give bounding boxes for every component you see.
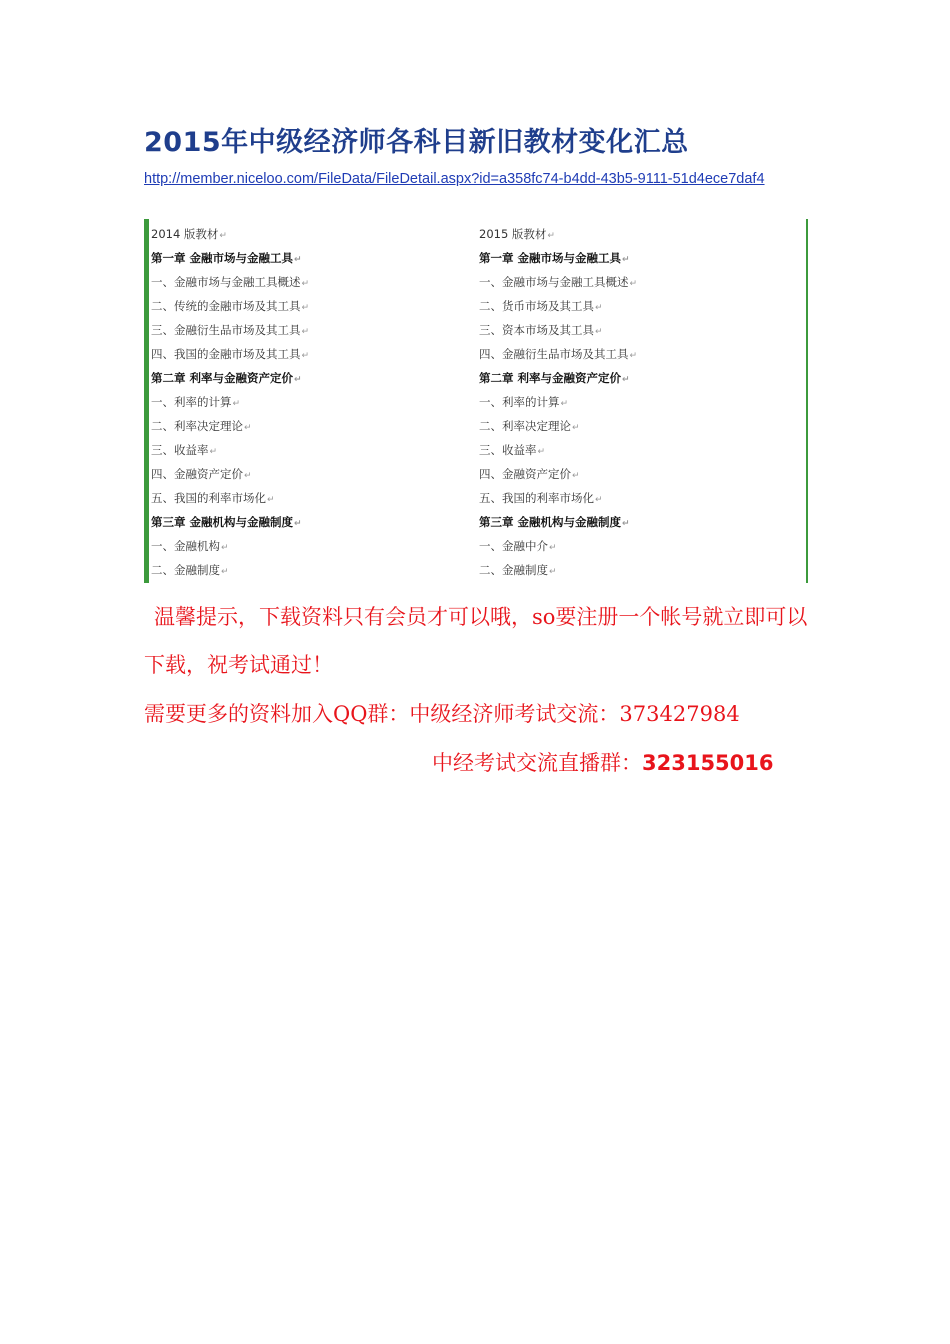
outline-item <box>479 462 637 486</box>
outline-text: 五、我国的利率市场化 <box>479 491 594 505</box>
outline-text: 一、金融市场与金融工具概述 <box>479 275 629 289</box>
outline-item <box>479 390 637 414</box>
outline-text: 一、金融市场与金融工具概述 <box>151 275 301 289</box>
chapter-heading <box>151 246 309 270</box>
textbook-2014-column <box>151 219 309 582</box>
outline-item <box>151 462 309 486</box>
textbook-2015-column <box>479 219 637 582</box>
paragraph-mark-icon: ↵ <box>595 327 603 337</box>
outline-item <box>479 318 637 342</box>
paragraph-mark-icon: ↵ <box>572 423 580 433</box>
outline-item <box>479 294 637 318</box>
paragraph-mark-icon: ↵ <box>572 471 580 481</box>
outline-item <box>479 534 637 558</box>
outline-text: 二、货币市场及其工具 <box>479 299 594 313</box>
qq-group-line: 需要更多的资料加入QQ群：中级经济师考试交流：373427984 <box>144 702 740 726</box>
textbook-comparison-image <box>144 219 808 583</box>
paragraph-mark-icon: ↵ <box>267 495 275 505</box>
outline-text: 五、我国的利率市场化 <box>151 491 266 505</box>
outline-text: 二、金融制度 <box>479 563 548 577</box>
outline-text: 二、传统的金融市场及其工具 <box>151 299 301 313</box>
outline-text: 四、我国的金融市场及其工具 <box>151 347 301 361</box>
paragraph-mark-icon: ↵ <box>209 447 218 457</box>
outline-item <box>479 414 637 438</box>
outline-text: 第三章 金融机构与金融制度 <box>151 515 294 529</box>
outline-item <box>151 342 309 366</box>
outline-text: 2015 版教材 <box>479 227 547 241</box>
paragraph-mark-icon: ↵ <box>294 375 302 385</box>
outline-item <box>151 294 309 318</box>
paragraph-mark-icon: ↵ <box>547 231 555 241</box>
paragraph-mark-icon: ↵ <box>629 351 638 361</box>
outline-item <box>151 486 309 510</box>
outline-item <box>151 270 309 294</box>
outline-text: 第一章 金融市场与金融工具 <box>151 251 294 265</box>
outline-item <box>151 390 309 414</box>
outline-item <box>151 438 309 462</box>
outline-text: 四、金融资产定价 <box>479 467 571 481</box>
outline-text: 一、金融中介 <box>479 539 548 553</box>
live-group-label: 中经考试交流直播群： <box>432 751 642 775</box>
document-title: 2015年中级经济师各科目新旧教材变化汇总 <box>144 127 689 158</box>
outline-text: 二、利率决定理论 <box>151 419 243 433</box>
paragraph-mark-icon: ↵ <box>595 495 603 505</box>
outline-text: 第三章 金融机构与金融制度 <box>479 515 622 529</box>
paragraph-mark-icon: ↵ <box>244 423 252 433</box>
outline-text: 2014 版教材 <box>151 227 219 241</box>
outline-text: 第二章 利率与金融资产定价 <box>151 371 294 385</box>
paragraph-mark-icon: ↵ <box>221 567 229 577</box>
live-group-line <box>432 743 774 783</box>
outline-text: 四、金融资产定价 <box>151 467 243 481</box>
paragraph-mark-icon: ↵ <box>537 447 546 457</box>
outline-text: 一、金融机构 <box>151 539 220 553</box>
paragraph-mark-icon: ↵ <box>595 303 603 313</box>
paragraph-mark-icon: ↵ <box>549 567 557 577</box>
paragraph-mark-icon: ↵ <box>301 351 310 361</box>
chapter-heading <box>479 246 637 270</box>
chapter-heading <box>479 510 637 534</box>
paragraph-mark-icon: ↵ <box>622 519 630 529</box>
outline-item <box>151 414 309 438</box>
outline-text: 第二章 利率与金融资产定价 <box>479 371 622 385</box>
outline-item <box>479 222 637 246</box>
paragraph-mark-icon: ↵ <box>560 399 569 409</box>
paragraph-mark-icon: ↵ <box>301 279 310 289</box>
outline-text: 一、利率的计算 <box>479 395 560 409</box>
document-link[interactable]: http://member.niceloo.com/FileData/FileDetail.aspx?id=a358fc74-b4dd-43b5-9111-51d4ece7daf4 <box>144 171 765 187</box>
chapter-heading <box>479 366 637 390</box>
outline-item <box>479 342 637 366</box>
paragraph-mark-icon: ↵ <box>622 255 630 265</box>
outline-item <box>479 486 637 510</box>
outline-item <box>151 222 309 246</box>
outline-text: 三、资本市场及其工具 <box>479 323 594 337</box>
chapter-heading <box>151 510 309 534</box>
outline-text: 二、金融制度 <box>151 563 220 577</box>
download-notice: 温馨提示，下载资料只有会员才可以哦，so要注册一个帐号就立即可以下载，祝考试通过！ <box>144 605 808 677</box>
outline-text: 四、金融衍生品市场及其工具 <box>479 347 629 361</box>
paragraph-mark-icon: ↵ <box>622 375 630 385</box>
outline-text: 二、利率决定理论 <box>479 419 571 433</box>
outline-text: 三、金融衍生品市场及其工具 <box>151 323 301 337</box>
outline-item <box>151 558 309 582</box>
paragraph-mark-icon: ↵ <box>294 519 302 529</box>
paragraph-mark-icon: ↵ <box>549 543 557 553</box>
paragraph-mark-icon: ↵ <box>232 399 241 409</box>
outline-text: 三、收益率 <box>479 443 537 457</box>
outline-item <box>151 318 309 342</box>
outline-text: 三、收益率 <box>151 443 209 457</box>
paragraph-mark-icon: ↵ <box>294 255 302 265</box>
paragraph-mark-icon: ↵ <box>244 471 252 481</box>
live-group-number: 323155016 <box>642 751 774 775</box>
paragraph-mark-icon: ↵ <box>301 303 310 313</box>
paragraph-mark-icon: ↵ <box>629 279 638 289</box>
outline-text: 一、利率的计算 <box>151 395 232 409</box>
outline-item <box>479 558 637 582</box>
chapter-heading <box>151 366 309 390</box>
outline-text: 第一章 金融市场与金融工具 <box>479 251 622 265</box>
outline-item <box>479 270 637 294</box>
paragraph-mark-icon: ↵ <box>219 231 227 241</box>
outline-item <box>151 534 309 558</box>
outline-item <box>479 438 637 462</box>
paragraph-mark-icon: ↵ <box>301 327 310 337</box>
paragraph-mark-icon: ↵ <box>221 543 229 553</box>
